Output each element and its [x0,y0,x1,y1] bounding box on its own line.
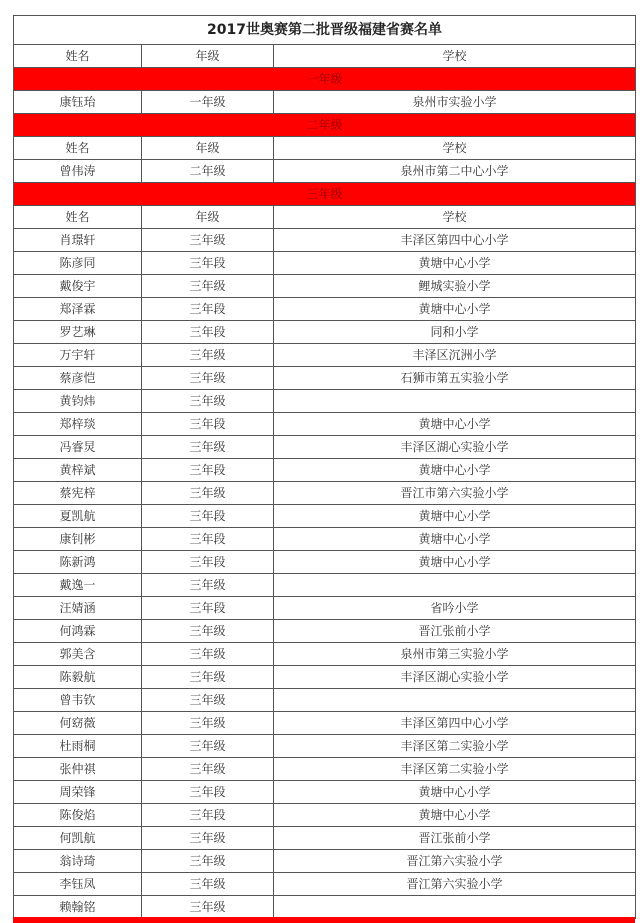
table-row [14,804,636,827]
student-grade: 三年段 [142,252,274,275]
student-school: 丰泽区第二实验小学 [274,735,636,758]
student-grade: 三年级 [142,367,274,390]
student-grade: 三年段 [142,528,274,551]
student-name: 曾韦钦 [14,689,142,712]
header-row [14,45,636,68]
student-name: 何窈薇 [14,712,142,735]
table-row [14,574,636,597]
student-name: 戴逸一 [14,574,142,597]
student-school: 黄塘中心小学 [274,804,636,827]
student-name: 冯睿炅 [14,436,142,459]
student-grade: 三年级 [142,873,274,896]
table-row [14,321,636,344]
student-name: 蔡彦恺 [14,367,142,390]
student-grade: 三年级 [142,712,274,735]
student-name: 康钰珆 [14,91,142,114]
student-grade: 三年段 [142,551,274,574]
table-row [14,666,636,689]
student-school: 晋江张前小学 [274,827,636,850]
table-row [14,160,636,183]
student-school: 丰泽区沉洲小学 [274,344,636,367]
student-name: 何凯航 [14,827,142,850]
roster-table-body [14,16,636,919]
student-grade: 三年级 [142,620,274,643]
table-row [14,436,636,459]
table-row [14,459,636,482]
table-row [14,390,636,413]
grade-band-partial [13,917,635,923]
header-name: 姓名 [14,137,142,160]
student-grade: 三年段 [142,597,274,620]
header-grade: 年级 [142,137,274,160]
student-grade: 一年级 [142,91,274,114]
student-school: 泉州市实验小学 [274,91,636,114]
student-name: 夏凯航 [14,505,142,528]
student-school: 泉州市第二中心小学 [274,160,636,183]
student-name: 康钊彬 [14,528,142,551]
student-grade: 三年级 [142,735,274,758]
table-row [14,482,636,505]
student-name: 肖璟轩 [14,229,142,252]
grade-band-label: 一年级 [14,68,636,91]
table-row [14,735,636,758]
student-school: 丰泽区第四中心小学 [274,229,636,252]
header-grade: 年级 [142,45,274,68]
student-grade: 三年级 [142,436,274,459]
table-row [14,413,636,436]
table-row [14,229,636,252]
student-school: 黄塘中心小学 [274,551,636,574]
grade-band-label: 三年级 [14,183,636,206]
student-name: 黄梓斌 [14,459,142,482]
table-row [14,252,636,275]
table-row [14,551,636,574]
student-grade: 三年段 [142,413,274,436]
student-name: 陈毅航 [14,666,142,689]
table-row [14,643,636,666]
table-row [14,827,636,850]
student-school: 晋江市第六实验小学 [274,482,636,505]
student-school: 鲤城实验小学 [274,275,636,298]
student-school: 黄塘中心小学 [274,459,636,482]
table-row [14,689,636,712]
student-name: 郑泽霖 [14,298,142,321]
student-grade: 三年级 [142,482,274,505]
student-name: 罗艺琳 [14,321,142,344]
table-row [14,712,636,735]
grade-band-g1 [14,68,636,91]
title-row [14,16,636,45]
student-name: 陈新鸿 [14,551,142,574]
student-school: 晋江张前小学 [274,620,636,643]
student-name: 汪婧涵 [14,597,142,620]
student-name: 何鸿霖 [14,620,142,643]
table-row [14,896,636,919]
header-school: 学校 [274,137,636,160]
student-name: 赖翰铭 [14,896,142,919]
student-school: 黄塘中心小学 [274,252,636,275]
student-grade: 三年段 [142,781,274,804]
student-school: 黄塘中心小学 [274,781,636,804]
student-school: 省吟小学 [274,597,636,620]
roster-table-container [13,15,635,919]
student-name: 周荣锋 [14,781,142,804]
student-school [274,574,636,597]
header-grade: 年级 [142,206,274,229]
student-grade: 三年级 [142,390,274,413]
student-school: 晋江第六实验小学 [274,850,636,873]
table-row [14,344,636,367]
student-name: 陈彦同 [14,252,142,275]
student-grade: 三年段 [142,298,274,321]
student-grade: 三年段 [142,505,274,528]
grade-band-g2 [14,114,636,137]
student-grade: 三年级 [142,229,274,252]
student-grade: 三年级 [142,275,274,298]
page-title: 2017世奥赛第二批晋级福建省赛名单 [14,16,636,45]
grade-band-label: 二年级 [14,114,636,137]
student-grade: 三年段 [142,804,274,827]
table-row [14,505,636,528]
student-grade: 三年级 [142,827,274,850]
student-grade: 三年级 [142,896,274,919]
student-name: 张仲祺 [14,758,142,781]
student-school: 石狮市第五实验小学 [274,367,636,390]
table-row [14,275,636,298]
student-school: 泉州市第三实验小学 [274,643,636,666]
table-row [14,873,636,896]
student-grade: 三年级 [142,344,274,367]
student-name: 郭美含 [14,643,142,666]
student-name: 陈俊焰 [14,804,142,827]
table-row [14,781,636,804]
grade-band-g3 [14,183,636,206]
table-row [14,367,636,390]
student-name: 翁诗琦 [14,850,142,873]
student-name: 李钰凤 [14,873,142,896]
student-school: 黄塘中心小学 [274,413,636,436]
roster-table [13,15,636,919]
student-grade: 三年级 [142,758,274,781]
table-row [14,298,636,321]
table-row [14,850,636,873]
student-school: 丰泽区第二实验小学 [274,758,636,781]
student-school: 黄塘中心小学 [274,298,636,321]
student-name: 杜雨桐 [14,735,142,758]
student-school: 丰泽区湖心实验小学 [274,436,636,459]
student-school: 黄塘中心小学 [274,528,636,551]
student-school: 晋江第六实验小学 [274,873,636,896]
student-name: 曾伟涛 [14,160,142,183]
header-name: 姓名 [14,45,142,68]
student-grade: 二年级 [142,160,274,183]
student-name: 蔡宪梓 [14,482,142,505]
student-school: 丰泽区第四中心小学 [274,712,636,735]
table-row [14,758,636,781]
student-school: 丰泽区湖心实验小学 [274,666,636,689]
student-school [274,390,636,413]
student-school: 黄塘中心小学 [274,505,636,528]
header-school: 学校 [274,206,636,229]
student-grade: 三年段 [142,321,274,344]
student-grade: 三年级 [142,643,274,666]
table-row [14,620,636,643]
header-row [14,206,636,229]
header-row [14,137,636,160]
student-grade: 三年级 [142,689,274,712]
table-row [14,91,636,114]
table-row [14,597,636,620]
student-grade: 三年级 [142,850,274,873]
student-school [274,896,636,919]
student-grade: 三年段 [142,459,274,482]
student-school: 同和小学 [274,321,636,344]
header-school: 学校 [274,45,636,68]
student-name: 戴俊宇 [14,275,142,298]
student-name: 黄钧炜 [14,390,142,413]
student-name: 郑梓琰 [14,413,142,436]
student-grade: 三年级 [142,666,274,689]
header-name: 姓名 [14,206,142,229]
student-name: 万宇轩 [14,344,142,367]
table-row [14,528,636,551]
student-school [274,689,636,712]
student-grade: 三年级 [142,574,274,597]
